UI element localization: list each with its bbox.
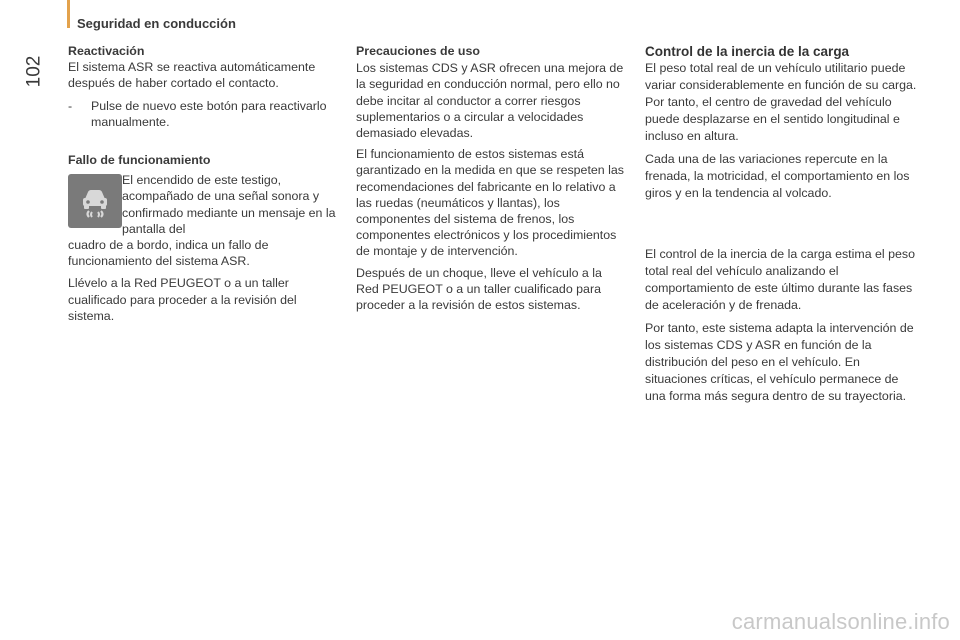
failure-text-part3: Llévelo a la Red PEUGEOT o a un taller cualificado para proceder a la revisión del sistema. bbox=[68, 276, 297, 323]
load-inertia-paragraph-3: El control de la inercia de la carga estima el peso total real del vehículo analizando el comportamiento de este último durante las fases de aceleración y de frenada. bbox=[645, 247, 915, 312]
reactivation-bullet bbox=[68, 98, 340, 130]
precautions-paragraph-2: El funcionamiento de estos sistemas está garantizado en la medida en que se respeten las recomendaciones del fabricante en lo relativo a las ruedas (neumáticos y llantas), los componentes del sistema de frenos, los componentes electrónicos y los procedimientos de montaje y de intervención. bbox=[356, 147, 624, 259]
reactivation-text: El sistema ASR se reactiva automáticamente después de haber cortado el contacto. bbox=[68, 60, 316, 91]
bullet-marker: - bbox=[68, 98, 73, 113]
failure-heading: Fallo de funcionamiento bbox=[68, 153, 211, 168]
header-accent-bar bbox=[67, 0, 70, 28]
precautions-paragraph-1: Los sistemas CDS y ASR ofrecen una mejora de la seguridad en conducción normal, pero ello no debe incitar al conductor a correr riesgos suplementarios o a circular a velocidades demasiado elevadas. bbox=[356, 61, 624, 141]
column-middle bbox=[356, 43, 628, 313]
column-right bbox=[645, 43, 920, 405]
load-inertia-paragraph-1: El peso total real de un vehículo utilitario puede variar considerablemente en función de su carga. Por tanto, el centro de gravedad del vehículo puede desplazarse en el sentido longitudinal e incluso en altura. bbox=[645, 61, 917, 143]
failure-warning-row bbox=[68, 172, 340, 237]
load-inertia-paragraph-4: Por tanto, este sistema adapta la intervención de los sistemas CDS y ASR en función de la distribución del peso en el vehículo. En situaciones críticas, el vehículo permanece de una forma más segura dentro de su trayectoria. bbox=[645, 321, 914, 403]
reactivation-bullet-text: Pulse de nuevo este botón para reactivarlo manualmente. bbox=[91, 98, 327, 129]
reactivation-heading: Reactivación bbox=[68, 44, 145, 58]
site-watermark: carmanualsonline.info bbox=[731, 609, 950, 634]
precautions-paragraph-3: Después de un choque, lleve el vehículo a la Red PEUGEOT o a un taller cualificado para proceder a la revisión de estos sistemas. bbox=[356, 265, 602, 313]
precautions-heading: Precauciones de uso bbox=[356, 44, 480, 58]
failure-text-part1: El encendido de este testigo, acompañado de una señal sonora y confirmado mediante un mensaje en la pantalla del bbox=[122, 173, 336, 236]
failure-section bbox=[68, 152, 340, 324]
load-inertia-paragraph-2: Cada una de las variaciones repercute en la frenada, la motricidad, el comportamiento en los giros y en la tendencia al volcado. bbox=[645, 152, 910, 200]
load-inertia-title: Control de la inercia de la carga bbox=[645, 44, 850, 59]
failure-text-part2: cuadro de a bordo, indica un fallo de funcionamiento del sistema ASR. bbox=[68, 238, 269, 269]
traction-control-warning-icon bbox=[68, 174, 122, 228]
page-section-title: Seguridad en conducción bbox=[77, 16, 236, 31]
column-left bbox=[68, 43, 340, 324]
page-number: 102 bbox=[23, 55, 45, 88]
